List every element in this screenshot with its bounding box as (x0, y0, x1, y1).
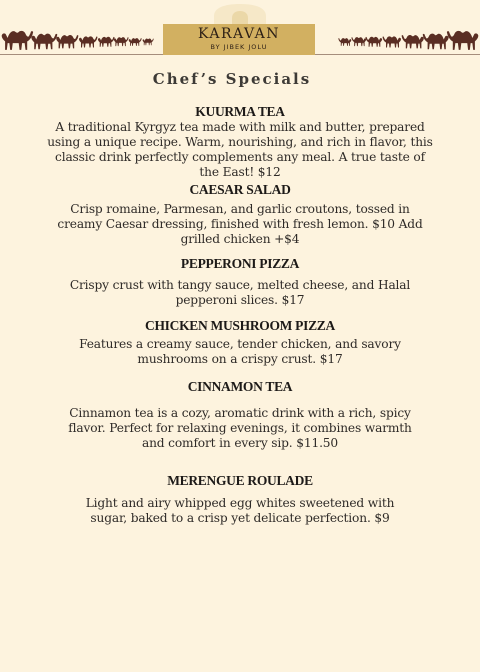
menu-item-description: Crisp romaine, Parmesan, and garlic croutons, tossed in creamy Caesar dressing, finished with fresh lemon. $10 Add grilled chicken +$4 (57, 202, 423, 246)
header-banner (0, 0, 480, 60)
page-title: Chef’s Specials (152, 70, 312, 88)
menu-item-title: PEPPERONI PIZZA (180, 256, 300, 271)
menu-item-title: MERENGUE ROULADE (167, 473, 313, 488)
menu-item-description: Cinnamon tea is a cozy, aromatic drink with a rich, spicy flavor. Perfect for relaxing evenings, it combines warmth and comfort in every sip. $11.50 (68, 406, 412, 450)
menu-item-title: CHICKEN MUSHROOM PIZZA (145, 318, 335, 333)
menu-item-title: CAESAR SALAD (189, 182, 291, 197)
dome-arch-logo-icon (210, 2, 270, 26)
camel-caravan-left-illustration (0, 18, 160, 54)
brand-name: KARAVAN (198, 26, 280, 42)
menu-item-description: Crispy crust with tangy sauce, melted cheese, and Halal pepperoni slices. $17 (69, 278, 411, 307)
menu-item-description: Features a creamy sauce, tender chicken, and savory mushrooms on a crispy crust. $17 (79, 337, 401, 366)
menu-item-title: CINNAMON TEA (187, 379, 293, 394)
camel-caravan-right-illustration (328, 18, 480, 54)
menu-item-title: KUURMA TEA (195, 104, 285, 119)
brand-tagline: BY JIBEK JOLU (210, 43, 268, 51)
menu-item-description: A traditional Kyrgyz tea made with milk and butter, prepared using a unique recipe. Warm, nourishing, and rich in flavor, this classic drink perfectly complements any meal. A true taste of the East! $12 (47, 120, 433, 179)
menu-item-description: Light and airy whipped egg whites sweetened with sugar, baked to a crisp yet delicate perfection. $9 (85, 496, 395, 525)
